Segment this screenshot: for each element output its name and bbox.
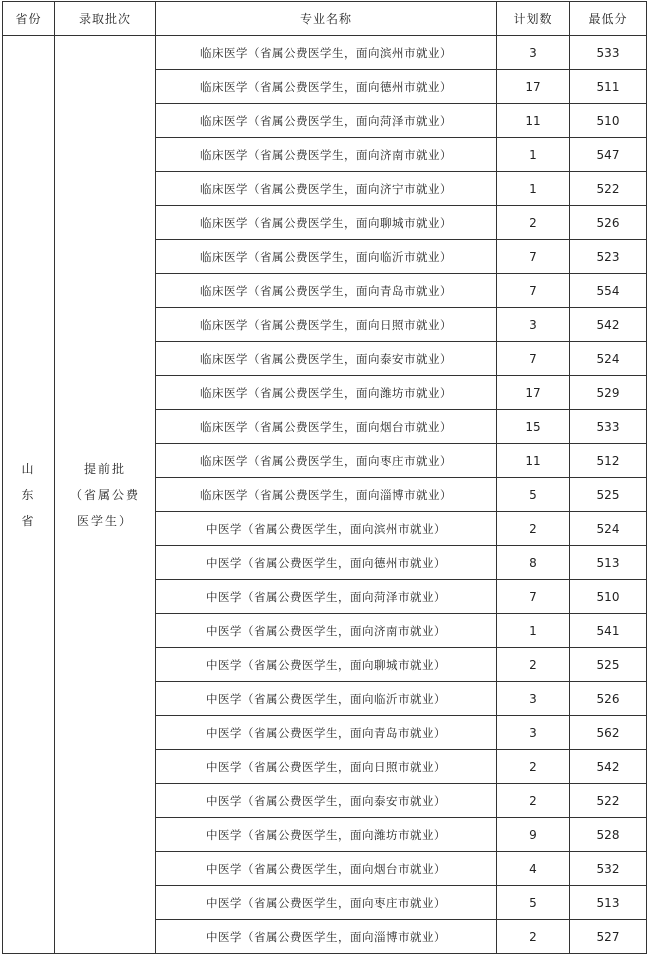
province-char: 东 — [21, 487, 36, 502]
major-cell: 中医学（省属公费医学生，面向济南市就业） — [156, 614, 497, 648]
min-score-cell: 529 — [570, 376, 647, 410]
header-province: 省份 — [3, 2, 55, 36]
min-score-cell: 513 — [570, 546, 647, 580]
min-score-cell: 511 — [570, 70, 647, 104]
admission-score-table — [2, 1, 647, 954]
admission-table-sheet — [2, 1, 647, 954]
plan-count-cell: 3 — [497, 36, 570, 70]
major-cell: 中医学（省属公费医学生，面向滨州市就业） — [156, 512, 497, 546]
major-cell: 中医学（省属公费医学生，面向临沂市就业） — [156, 682, 497, 716]
table-row — [3, 36, 647, 70]
min-score-cell: 542 — [570, 750, 647, 784]
plan-count-cell: 3 — [497, 682, 570, 716]
batch-line: 提前批 — [83, 461, 126, 476]
plan-count-cell: 7 — [497, 580, 570, 614]
plan-count-cell: 4 — [497, 852, 570, 886]
major-cell: 中医学（省属公费医学生，面向淄博市就业） — [156, 920, 497, 954]
plan-count-cell: 7 — [497, 240, 570, 274]
major-cell: 中医学（省属公费医学生，面向德州市就业） — [156, 546, 497, 580]
min-score-cell: 525 — [570, 478, 647, 512]
major-cell: 临床医学（省属公费医学生，面向济南市就业） — [156, 138, 497, 172]
min-score-cell: 554 — [570, 274, 647, 308]
major-cell: 临床医学（省属公费医学生，面向潍坊市就业） — [156, 376, 497, 410]
min-score-cell: 562 — [570, 716, 647, 750]
min-score-cell: 524 — [570, 342, 647, 376]
plan-count-cell: 3 — [497, 716, 570, 750]
min-score-cell: 526 — [570, 206, 647, 240]
min-score-cell: 533 — [570, 410, 647, 444]
min-score-cell: 513 — [570, 886, 647, 920]
plan-count-cell: 8 — [497, 546, 570, 580]
plan-count-cell: 3 — [497, 308, 570, 342]
min-score-cell: 512 — [570, 444, 647, 478]
major-cell: 中医学（省属公费医学生，面向日照市就业） — [156, 750, 497, 784]
min-score-cell: 541 — [570, 614, 647, 648]
plan-count-cell: 7 — [497, 342, 570, 376]
min-score-cell: 528 — [570, 818, 647, 852]
min-score-cell: 532 — [570, 852, 647, 886]
min-score-cell: 522 — [570, 784, 647, 818]
table-body — [3, 36, 647, 954]
major-cell: 临床医学（省属公费医学生，面向德州市就业） — [156, 70, 497, 104]
header-row — [3, 2, 647, 36]
min-score-cell: 524 — [570, 512, 647, 546]
plan-count-cell: 11 — [497, 444, 570, 478]
major-cell: 中医学（省属公费医学生，面向枣庄市就业） — [156, 886, 497, 920]
province-char: 山 — [21, 461, 36, 476]
min-score-cell: 527 — [570, 920, 647, 954]
major-cell: 临床医学（省属公费医学生，面向滨州市就业） — [156, 36, 497, 70]
plan-count-cell: 5 — [497, 478, 570, 512]
major-cell: 临床医学（省属公费医学生，面向烟台市就业） — [156, 410, 497, 444]
major-cell: 临床医学（省属公费医学生，面向济宁市就业） — [156, 172, 497, 206]
plan-count-cell: 7 — [497, 274, 570, 308]
major-cell: 中医学（省属公费医学生，面向潍坊市就业） — [156, 818, 497, 852]
min-score-cell: 533 — [570, 36, 647, 70]
major-cell: 中医学（省属公费医学生，面向泰安市就业） — [156, 784, 497, 818]
plan-count-cell: 17 — [497, 376, 570, 410]
plan-count-cell: 2 — [497, 512, 570, 546]
major-cell: 临床医学（省属公费医学生，面向枣庄市就业） — [156, 444, 497, 478]
major-cell: 临床医学（省属公费医学生，面向青岛市就业） — [156, 274, 497, 308]
plan-count-cell: 11 — [497, 104, 570, 138]
province-char: 省 — [21, 513, 36, 528]
min-score-cell: 526 — [570, 682, 647, 716]
major-cell: 临床医学（省属公费医学生，面向泰安市就业） — [156, 342, 497, 376]
plan-count-cell: 2 — [497, 648, 570, 682]
header-plan-count: 计划数 — [497, 2, 570, 36]
plan-count-cell: 2 — [497, 750, 570, 784]
province-cell — [3, 36, 55, 954]
min-score-cell: 522 — [570, 172, 647, 206]
header-batch: 录取批次 — [55, 2, 156, 36]
plan-count-cell: 15 — [497, 410, 570, 444]
batch-cell — [55, 36, 156, 954]
major-cell: 临床医学（省属公费医学生，面向日照市就业） — [156, 308, 497, 342]
major-cell: 临床医学（省属公费医学生，面向菏泽市就业） — [156, 104, 497, 138]
plan-count-cell: 9 — [497, 818, 570, 852]
min-score-cell: 523 — [570, 240, 647, 274]
min-score-cell: 510 — [570, 580, 647, 614]
major-cell: 中医学（省属公费医学生，面向烟台市就业） — [156, 852, 497, 886]
min-score-cell: 525 — [570, 648, 647, 682]
min-score-cell: 510 — [570, 104, 647, 138]
major-cell: 中医学（省属公费医学生，面向青岛市就业） — [156, 716, 497, 750]
major-cell: 临床医学（省属公费医学生，面向淄博市就业） — [156, 478, 497, 512]
plan-count-cell: 1 — [497, 172, 570, 206]
batch-line: （省属公费 — [69, 487, 140, 502]
header-major: 专业名称 — [156, 2, 497, 36]
header-min-score: 最低分 — [570, 2, 647, 36]
plan-count-cell: 1 — [497, 614, 570, 648]
batch-line: 医学生） — [76, 513, 133, 528]
plan-count-cell: 2 — [497, 920, 570, 954]
major-cell: 中医学（省属公费医学生，面向菏泽市就业） — [156, 580, 497, 614]
min-score-cell: 547 — [570, 138, 647, 172]
plan-count-cell: 2 — [497, 784, 570, 818]
plan-count-cell: 2 — [497, 206, 570, 240]
plan-count-cell: 5 — [497, 886, 570, 920]
major-cell: 临床医学（省属公费医学生，面向临沂市就业） — [156, 240, 497, 274]
major-cell: 中医学（省属公费医学生，面向聊城市就业） — [156, 648, 497, 682]
plan-count-cell: 1 — [497, 138, 570, 172]
major-cell: 临床医学（省属公费医学生，面向聊城市就业） — [156, 206, 497, 240]
min-score-cell: 542 — [570, 308, 647, 342]
plan-count-cell: 17 — [497, 70, 570, 104]
